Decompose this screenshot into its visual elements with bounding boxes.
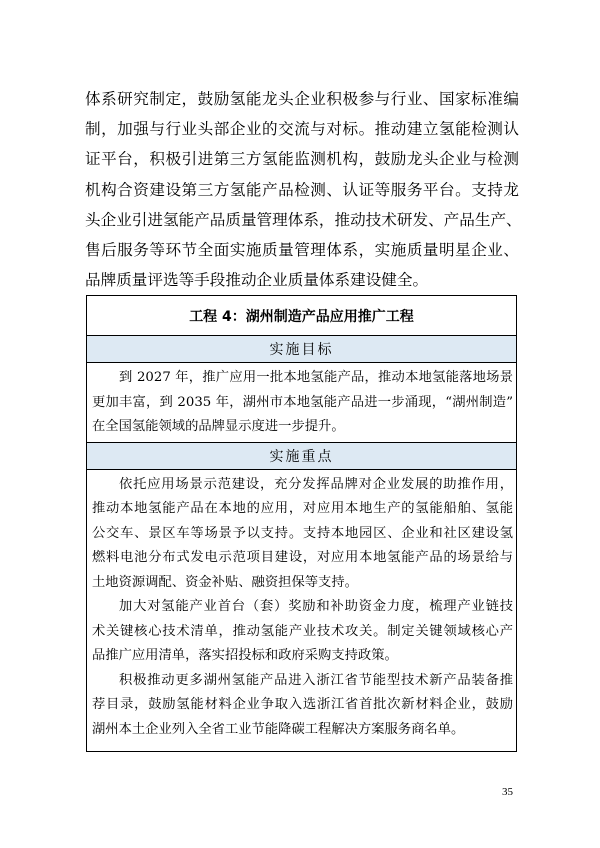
- focus-line: 术关键核心技术清单，推动氢能产业技术攻关。制定关键领域核心产: [92, 623, 513, 639]
- text-line: 制，加强与行业头部企业的交流与对标。推动建立氢能检测认: [85, 120, 519, 139]
- project-title: 工程 4：湖州制造产品应用推广工程: [87, 296, 516, 336]
- focus-line: 加大对氢能产业首台（套）奖励和补助资金力度，梳理产业链技: [119, 599, 513, 614]
- project-box: [86, 295, 517, 752]
- focus-line: 积极推动更多湖州氢能产品进入浙江省节能型技术新产品装备推: [119, 672, 513, 688]
- focus-line: 燃料电池分布式发电示范项目建设，对应用本地氢能产品的场景给与: [92, 550, 513, 565]
- focus-line: 土地资源调配、资金补贴、融资担保等支持。: [92, 574, 358, 590]
- focus-line: 湖州本土企业列入全省工业节能降碳工程解决方案服务商名单。: [92, 721, 465, 737]
- focus-line: 依托应用场景示范建设，充分发挥品牌对企业发展的助推作用，: [119, 476, 513, 492]
- text-line: 体系研究制定，鼓励氢能龙头企业积极参与行业、国家标准编: [85, 90, 519, 108]
- goal-line: 更加丰富，到 2035 年，湖州市本地氢能产品进一步涌现，“湖州制造”: [92, 394, 513, 410]
- focus-line: 推动本地氢能产品在本地的应用，对应用本地生产的氢能船舶、氢能: [92, 501, 513, 516]
- text-line: 机构合资建设第三方氢能产品检测、认证等服务平台。支持龙: [85, 180, 519, 199]
- focus-line: 品推广应用清单，落实招投标和政府采购支持政策。: [92, 648, 398, 663]
- goal-section: [87, 363, 516, 442]
- text-line: 证平台，积极引进第三方氢能监测机构，鼓励龙头企业与检测: [85, 150, 519, 169]
- focus-line: 公交车、景区车等场景予以支持。支持本地园区、企业和社区建设氢: [92, 525, 513, 541]
- goal-heading: 实施目标: [87, 336, 516, 363]
- text-line: 品牌质量评选等手段推动企业质量体系建设健全。: [85, 271, 429, 290]
- page-number: 35: [502, 786, 513, 798]
- focus-line: 荐目录，鼓励氢能材料企业争取入选浙江省首批次新材料企业，鼓励: [92, 697, 513, 712]
- text-line: 头企业引进氢能产品质量管理体系，推动技术研发、产品生产、: [85, 210, 522, 229]
- goal-line: 在全国氢能领域的品牌显示度进一步提升。: [92, 419, 345, 434]
- focus-section: [87, 470, 516, 743]
- goal-line: 到 2027 年，推广应用一批本地氢能产品，推动本地氢能落地场景: [119, 370, 513, 385]
- text-line: 售后服务等环节全面实施质量管理体系，实施质量明星企业、: [85, 240, 519, 259]
- intro-paragraph: [85, 84, 522, 295]
- focus-heading: 实施重点: [87, 442, 516, 470]
